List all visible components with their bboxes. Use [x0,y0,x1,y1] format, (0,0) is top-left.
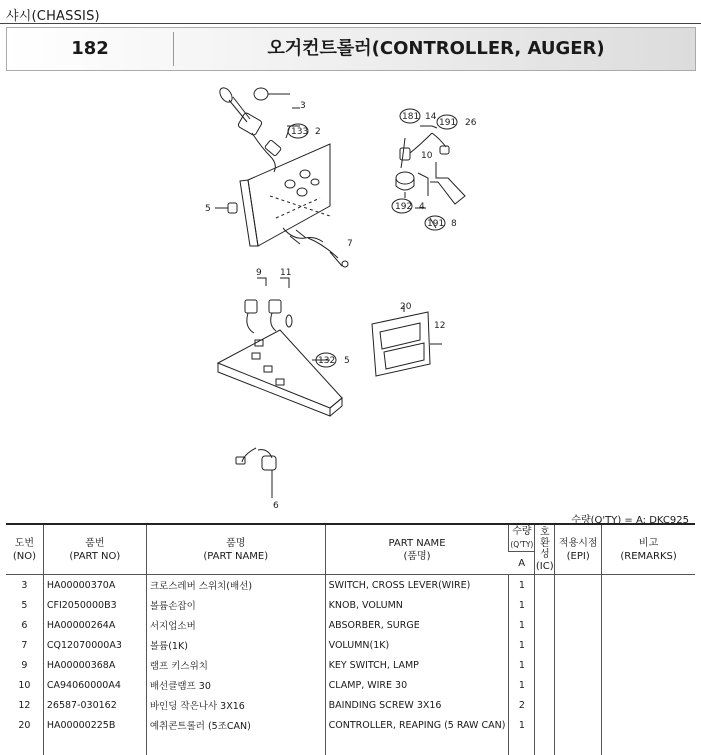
page-title: 오거컨트롤러(CONTROLLER, AUGER) [267,38,605,59]
parts-diagram [0,78,701,508]
col-part-no: 품번 (PART NO) [43,524,146,575]
callout-label: 133 [291,127,309,137]
callout-label: 5 [205,204,211,214]
col-part-name-ko: 품명 (PART NAME) [146,524,325,575]
callout-label: 191 [427,219,445,229]
callout-label: 10 [421,151,433,161]
callout-label: 3 [300,101,306,111]
col-ic: 호환성 (IC) [535,524,555,575]
table-row: 6 HA00000264A 서지업소버 ABSORBER, SURGE 1 [6,615,695,635]
callout-label: 11 [280,268,292,278]
callout-label: 9 [256,268,262,278]
empty-row [6,735,695,755]
col-qty: 수량 (Q'TY) [509,524,535,552]
top-rule [0,23,701,24]
table-row: 20 HA00000225B 예취콘트롤러 (5조CAN) CONTROLLER, REAPING (5 RAW CAN) 1 [6,715,695,735]
callout-label: 20 [400,302,412,312]
col-remarks: 비고 (REMARKS) [602,524,695,575]
callout-label: 8 [451,219,457,229]
callout-label: 12 [434,321,446,331]
callout-label: 26 [465,118,477,128]
callout-label: 191 [439,118,457,128]
qty-note: 수량(Q'TY) = A: DKC925 [571,515,689,526]
callout-label: 132 [318,356,336,366]
col-part-name-en: PART NAME (품명) [325,524,509,575]
table-row: 9 HA00000368A 램프 키스위치 KEY SWITCH, LAMP 1 [6,655,695,675]
callout-label: 4 [419,202,425,212]
table-row: 7 CQ12070000A3 볼륨(1K) VOLUMN(1K) 1 [6,635,695,655]
callout-label: 6 [273,501,279,508]
callout-label: 192 [395,202,413,212]
table-row: 12 26587-030162 바인딩 작은나사 3X16 BAINDING SCREW 3X16 2 [6,695,695,715]
table-row: 3 HA00000370A 크로스레버 스위치(배선) SWITCH, CROSS LEVER(WIRE) 1 [6,575,695,596]
col-qty-a: A [509,552,535,575]
parts-table [6,523,695,755]
col-epi: 적용시점 (EPI) [555,524,602,575]
callout-label: 181 [402,112,420,122]
col-no: 도번 (NO) [6,524,43,575]
table-row: 10 CA94060000A4 배선클램프 30 CLAMP, WIRE 30 1 [6,675,695,695]
callout-label: 7 [347,239,353,249]
header-divider [173,32,174,66]
callout-label: 2 [315,127,321,137]
header-band [6,27,696,71]
table-row: 5 CFI2050000B3 볼륨손잡이 KNOB, VOLUMN 1 [6,595,695,615]
callout-label: 5 [344,356,350,366]
callout-label: 14 [425,112,437,122]
page-number: 182 [71,38,109,59]
section-title: 샤시(CHASSIS) [6,9,100,24]
